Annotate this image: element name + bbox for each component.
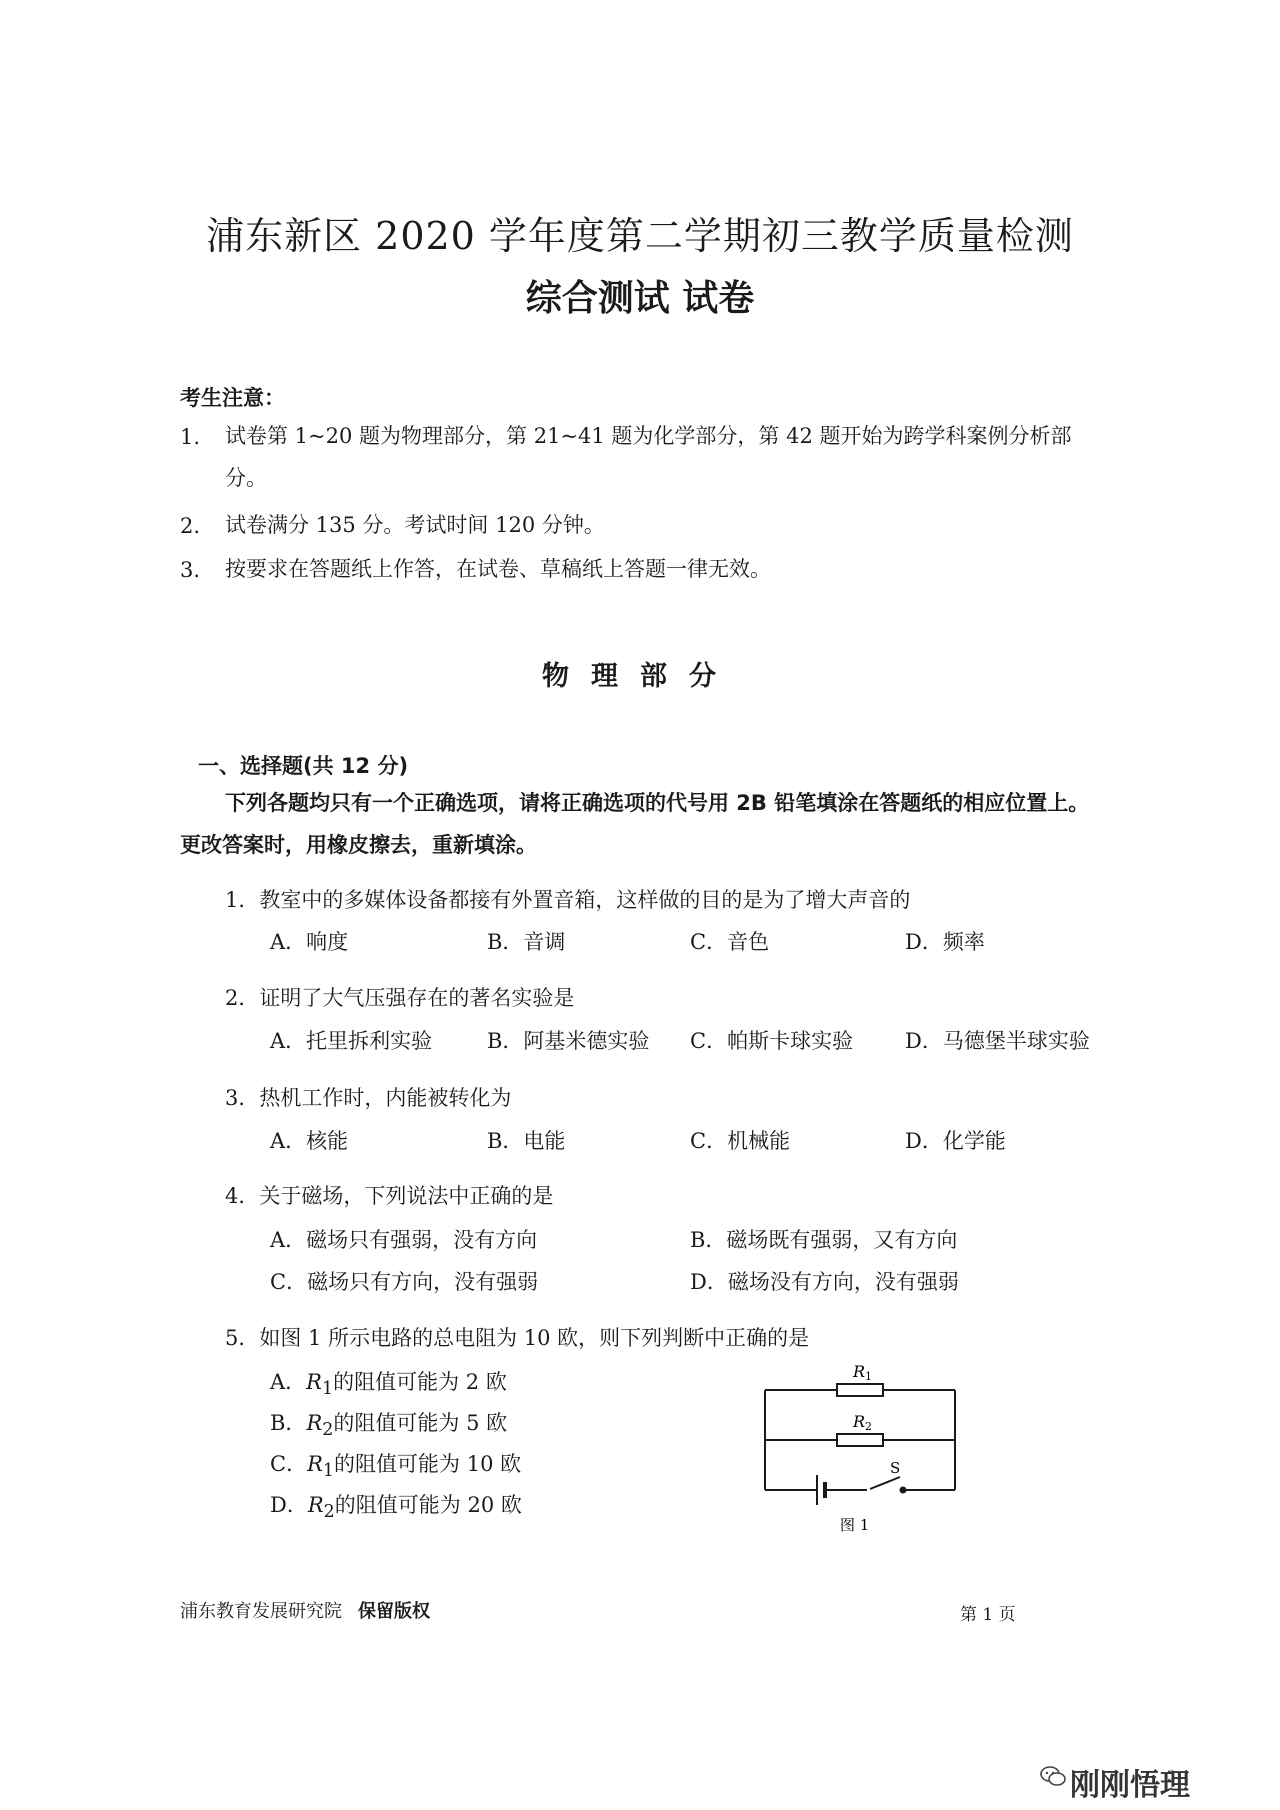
r2-label-sub: 2	[865, 1420, 873, 1433]
watermark-text: 刚刚悟理	[1070, 1768, 1190, 1803]
option-letter: C．	[270, 1452, 308, 1476]
q2-option-a: A．托里拆利实验	[270, 1029, 433, 1053]
notice-number: 3.	[180, 558, 201, 582]
copyright-notice: 保留版权	[358, 1601, 430, 1622]
variable-r: R	[306, 1411, 323, 1435]
notice-number: 1.	[180, 425, 201, 449]
q1-option-b: B．音调	[487, 930, 566, 954]
r1-label	[852, 1362, 872, 1383]
notice-text: 按要求在答题纸上作答，在试卷、草稿纸上答题一律无效。	[225, 557, 771, 581]
q5-option-b	[270, 1407, 507, 1440]
r2-label	[852, 1412, 872, 1433]
question-4-stem: 4．关于磁场，下列说法中正确的是	[225, 1184, 554, 1208]
subscript: 2	[322, 1420, 334, 1441]
notice-text: 试卷第 1~20 题为物理部分，第 21~41 题为化学部分，第 42 题开始为跨学科案例分析部分。	[225, 424, 1072, 490]
r1-label-sub: 1	[865, 1370, 873, 1383]
section-instruction: 下列各题均只有一个正确选项，请将正确选项的代号用 2B 铅笔填涂在答题纸的相应位置上。更改答案时，用橡皮擦去，重新填涂。	[180, 791, 1090, 857]
section-title: 物理部分	[542, 661, 738, 692]
q1-option-d: D．频率	[905, 930, 985, 954]
notice-text: 试卷满分 135 分。考试时间 120 分钟。	[225, 513, 605, 537]
q1-option-c: C．音色	[690, 930, 770, 954]
question-5-stem: 5．如图 1 所示电路的总电阻为 10 欧，则下列判断中正确的是	[225, 1326, 810, 1350]
r2-label-var: R	[853, 1412, 866, 1431]
q2-option-d: D．马德堡半球实验	[905, 1029, 1090, 1053]
q1-option-a: A．响度	[270, 930, 349, 954]
variable-r: R	[306, 1370, 322, 1394]
page-number: 第 1 页	[960, 1605, 1016, 1625]
switch-label: S	[890, 1459, 901, 1477]
q5-option-a	[270, 1366, 507, 1399]
subscript: 2	[323, 1502, 335, 1523]
q2-option-c: C．帕斯卡球实验	[690, 1029, 854, 1053]
subscript: 1	[322, 1461, 335, 1482]
q3-option-c: C．机械能	[690, 1129, 791, 1153]
option-text: 的阻值可能为 5 欧	[333, 1411, 508, 1435]
option-text: 的阻值可能为 2 欧	[333, 1370, 507, 1394]
q5-option-d	[270, 1489, 522, 1522]
exam-subtitle: 综合测试 试卷	[525, 278, 755, 319]
variable-r: R	[307, 1452, 323, 1476]
q4-option-c: C．磁场只有方向，没有强弱	[270, 1270, 539, 1294]
variable-r: R	[307, 1493, 324, 1517]
footer-publisher-line	[180, 1597, 430, 1623]
question-1-stem: 1．教室中的多媒体设备都接有外置音箱，这样做的目的是为了增大声音的	[225, 888, 911, 912]
wechat-icon	[1040, 1765, 1066, 1787]
option-letter: D．	[270, 1493, 308, 1517]
q5-option-c	[270, 1448, 521, 1481]
resistor-r1	[837, 1384, 883, 1396]
publisher-name: 浦东教育发展研究院	[180, 1601, 342, 1622]
q2-option-b: B．阿基米德实验	[487, 1029, 650, 1053]
question-2-stem: 2．证明了大气压强存在的著名实验是	[225, 986, 575, 1010]
option-letter: A．	[270, 1370, 307, 1394]
q4-option-b: B．磁场既有强弱，又有方向	[690, 1228, 958, 1252]
part-heading: 一、选择题(共 12 分)	[198, 754, 409, 778]
switch-lever	[870, 1477, 900, 1489]
q4-option-d: D．磁场没有方向，没有强弱	[690, 1270, 959, 1294]
circuit-diagram	[755, 1355, 975, 1535]
option-text: 的阻值可能为 20 欧	[334, 1493, 522, 1517]
r1-label-var: R	[853, 1362, 866, 1381]
question-3-stem: 3．热机工作时，内能被转化为	[225, 1086, 512, 1110]
option-text: 的阻值可能为 10 欧	[334, 1452, 522, 1476]
q3-option-a: A．核能	[270, 1129, 349, 1153]
q3-option-b: B．电能	[487, 1129, 566, 1153]
q4-option-a: A．磁场只有强弱，没有方向	[270, 1228, 538, 1252]
option-letter: B．	[270, 1411, 307, 1435]
resistor-r2	[837, 1434, 883, 1446]
exam-title: 浦东新区 2020 学年度第二学期初三教学质量检测	[206, 214, 1074, 258]
notice-heading: 考生注意：	[180, 386, 285, 410]
q3-option-d: D．化学能	[905, 1129, 1006, 1153]
notice-number: 2.	[180, 514, 201, 538]
subscript: 1	[321, 1379, 334, 1400]
figure-caption: 图 1	[840, 1516, 870, 1534]
